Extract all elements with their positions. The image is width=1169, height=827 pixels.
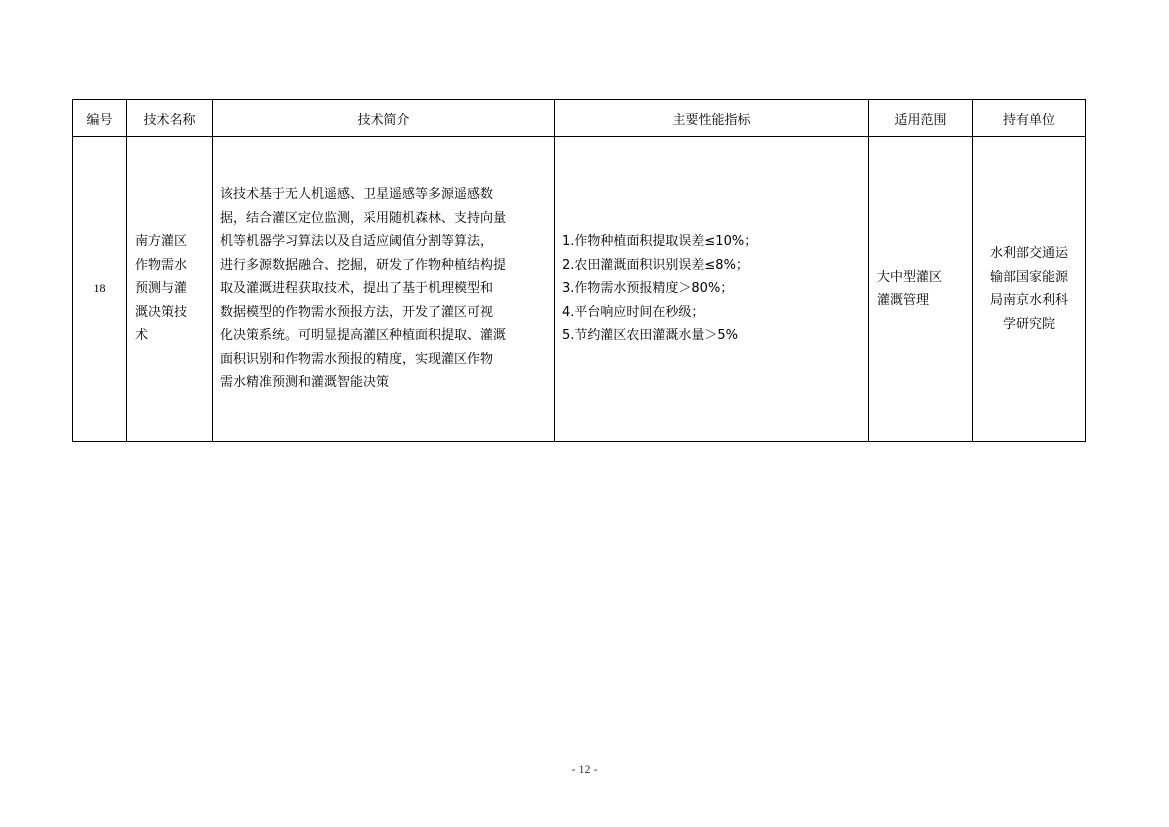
header-tech-name: 技术名称 xyxy=(127,100,213,137)
intro-line: 需水精准预测和灌溉智能决策 xyxy=(220,375,390,391)
cell-performance xyxy=(555,137,869,442)
cell-holder xyxy=(973,137,1086,442)
performance-item: 5.节约灌区农田灌溉水量＞5% xyxy=(562,328,739,344)
cell-tech-name xyxy=(127,137,213,442)
intro-line: 取及灌溉进程获取技术，提出了基于机理模型和 xyxy=(220,281,494,297)
table-row xyxy=(73,137,1086,442)
tech-name-line: 作物需水 xyxy=(135,257,188,273)
holder-line: 水利部交通运 xyxy=(989,246,1068,261)
tech-name-line: 溉决策技 xyxy=(135,304,188,320)
header-scope: 适用范围 xyxy=(869,100,973,137)
header-performance: 主要性能指标 xyxy=(555,100,869,137)
cell-number: 18 xyxy=(73,137,127,442)
intro-line: 该技术基于无人机遥感、卫星遥感等多源遥感数 xyxy=(220,187,494,203)
performance-item: 1.作物种植面积提取误差≤10%； xyxy=(562,234,758,250)
intro-line: 据，结合灌区定位监测，采用随机森林、支持向量 xyxy=(220,210,507,226)
scope-line: 灌溉管理 xyxy=(877,293,930,308)
technology-table xyxy=(72,99,1086,442)
intro-line: 数据模型的作物需水预报方法，开发了灌区可视 xyxy=(220,304,494,320)
cell-scope xyxy=(869,137,973,442)
scope-line: 大中型灌区 xyxy=(877,269,943,285)
holder-line: 局南京水利科 xyxy=(989,293,1068,308)
holder-line: 学研究院 xyxy=(1002,316,1055,332)
performance-item: 4.平台响应时间在秒级； xyxy=(562,304,705,320)
tech-name-line: 南方灌区 xyxy=(135,234,188,250)
header-holder: 持有单位 xyxy=(973,100,1086,137)
tech-name-line: 预测与灌 xyxy=(135,281,188,297)
performance-item: 2.农田灌溉面积识别误差≤8%； xyxy=(562,257,749,273)
table-header-row xyxy=(73,100,1086,137)
page-number: - 12 - xyxy=(571,762,598,776)
header-tech-intro: 技术简介 xyxy=(213,100,555,137)
intro-line: 化决策系统。可明显提高灌区种植面积提取、灌溉 xyxy=(220,328,507,344)
header-number: 编号 xyxy=(73,100,127,137)
intro-line: 面积识别和作物需水预报的精度，实现灌区作物 xyxy=(220,351,494,367)
intro-line: 机等机器学习算法以及自适应阈值分割等算法， xyxy=(220,234,494,250)
cell-tech-intro xyxy=(213,137,555,442)
intro-line: 进行多源数据融合、挖掘，研发了作物种植结构提 xyxy=(220,257,507,273)
holder-line: 输部国家能源 xyxy=(989,269,1068,285)
performance-item: 3.作物需水预报精度＞80%； xyxy=(562,281,734,297)
tech-name-line: 术 xyxy=(135,328,149,344)
